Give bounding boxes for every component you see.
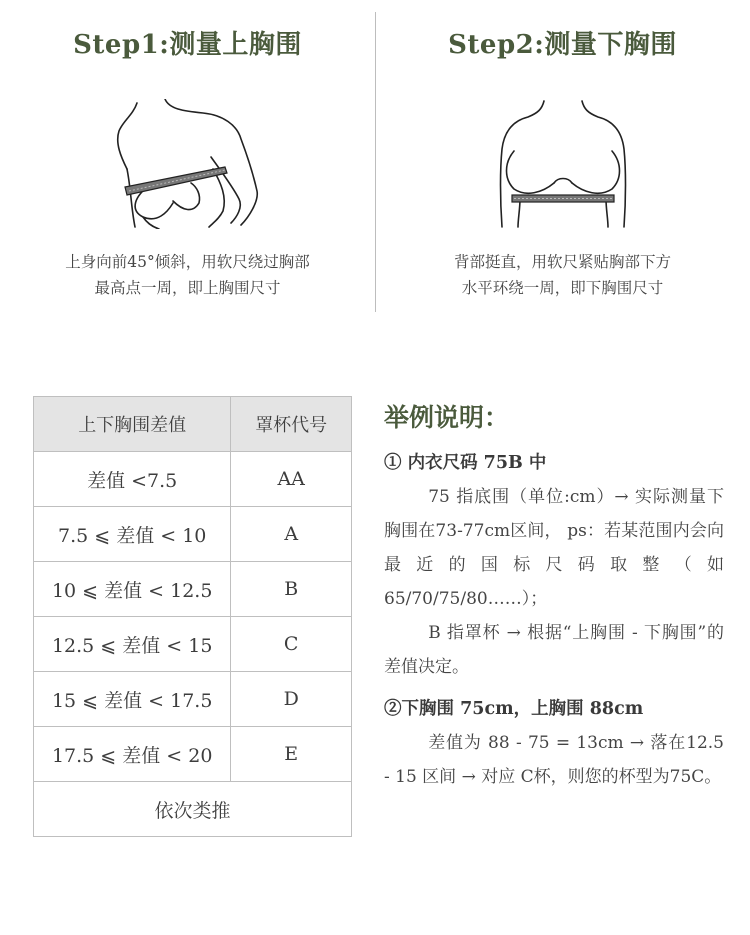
step2-title: Step2:测量下胸围: [448, 30, 677, 60]
difference-cell: 12.5 ⩽ 差值 < 15: [34, 617, 231, 672]
table-row: [34, 672, 352, 727]
example-item1-paragraph1: 75 指底围（单位:cm）→ 实际测量下胸围在73-77cm区间， ps：若某范围内会向最近的国标尺码取整（如65/70/75/80……）；: [384, 487, 724, 609]
step2-description: [375, 249, 750, 301]
step1-section: [0, 0, 375, 301]
difference-cell: 10 ⩽ 差值 < 12.5: [34, 562, 231, 617]
cup-cell: D: [231, 672, 352, 727]
example-item1-title: ① 内衣尺码 75B 中: [384, 453, 547, 473]
cup-size-table: [33, 396, 352, 837]
example-item2-paragraph1: 差值为 88 - 75 = 13cm → 落在12.5 - 15 区间 → 对应 C杯，则您的杯型为75C。: [384, 733, 724, 787]
upper-bust-measure-illustration: [113, 99, 263, 229]
difference-cell: 15 ⩽ 差值 < 17.5: [34, 672, 231, 727]
step2-desc-line1: 背部挺直，用软尺紧贴胸部下方: [453, 253, 671, 271]
header-bust-difference: 上下胸围差值: [34, 397, 231, 452]
example-item2-title: ②下胸围 75cm，上胸围 88cm: [384, 699, 644, 719]
step1-description: [0, 249, 375, 301]
under-bust-measure-illustration: [498, 99, 628, 229]
step2-desc-line2: 水平环绕一周，即下胸围尺寸: [461, 279, 664, 297]
header-cup-code: 罩杯代号: [231, 397, 352, 452]
step1-desc-line1: 上身向前45°倾斜，用软尺绕过胸部: [65, 253, 310, 271]
step2-section: [375, 0, 750, 301]
table-row: [34, 507, 352, 562]
table-footer-row: [34, 782, 352, 837]
example-panel: [384, 398, 724, 794]
table-footer-note: 依次类推: [34, 782, 352, 837]
table-header-row: [34, 397, 352, 452]
step1-title: Step1:测量上胸围: [73, 30, 302, 60]
table-row: [34, 562, 352, 617]
example-item1-paragraph2: B 指罩杯 → 根据“上胸围 - 下胸围”的差值决定。: [384, 623, 724, 677]
table-row: [34, 452, 352, 507]
difference-cell: 17.5 ⩽ 差值 < 20: [34, 727, 231, 782]
difference-cell: 差值 <7.5: [34, 452, 231, 507]
cup-cell: B: [231, 562, 352, 617]
cup-cell: AA: [231, 452, 352, 507]
example-heading: 举例说明：: [384, 403, 510, 432]
cup-cell: C: [231, 617, 352, 672]
difference-cell: 7.5 ⩽ 差值 < 10: [34, 507, 231, 562]
cup-cell: E: [231, 727, 352, 782]
table-row: [34, 727, 352, 782]
cup-cell: A: [231, 507, 352, 562]
step1-desc-line2: 最高点一周，即上胸围尺寸: [94, 279, 281, 297]
table-row: [34, 617, 352, 672]
